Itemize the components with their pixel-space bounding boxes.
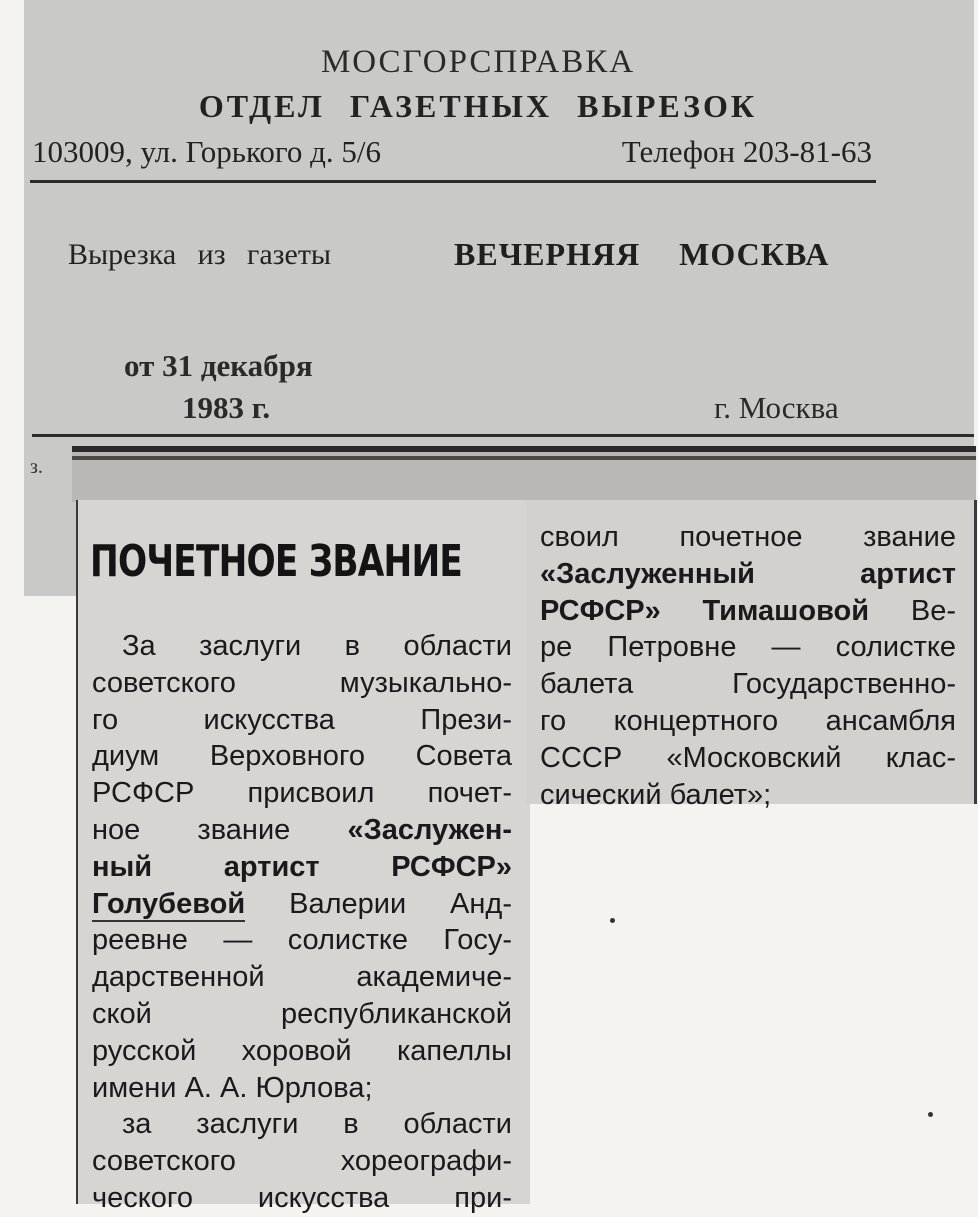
- text-line-mixed: [540, 593, 956, 630]
- text-line: ре Петровне — солистке: [540, 631, 956, 664]
- phone-number: Телефон 203-81-63: [621, 134, 872, 169]
- city-name: г. Москва: [714, 390, 839, 425]
- article-headline: ПОЧЕТНОЕ ЗВАНИЕ: [90, 536, 463, 587]
- text-line: диум Верховного Совета: [92, 740, 512, 773]
- margin-mark: з.: [30, 456, 43, 478]
- address-line: 103009, ул. Горького д. 5/6: [32, 134, 382, 169]
- date-year: 1983 г.: [182, 390, 271, 425]
- source-label: Вырезка из газеты: [68, 238, 332, 271]
- text-line-mixed: [92, 812, 512, 849]
- award-title-line: «Заслуженный артист: [540, 557, 956, 590]
- department-name: ОТДЕЛ ГАЗЕТНЫХ ВЫРЕЗОК: [198, 88, 758, 124]
- award-title-line: ный артист РСФСР»: [92, 850, 512, 883]
- clipping-top-band: [72, 446, 976, 502]
- text-line: своил почетное звание: [540, 521, 956, 553]
- article-right-column: [540, 519, 956, 813]
- header-divider-top: [30, 180, 876, 183]
- band-rule-thin: [72, 456, 976, 460]
- text-line: За заслуги в области: [122, 630, 512, 662]
- text-line: СССР «Московский клас-: [540, 741, 956, 774]
- text-line: имени А. А. Юрлова;: [92, 1071, 373, 1104]
- award-title-part: «Заслужен-: [347, 813, 512, 846]
- text-line: ской республиканской: [92, 997, 512, 1030]
- band-rule-thick: [72, 446, 976, 452]
- text-line: за заслуги в области: [122, 1108, 512, 1141]
- date-day-month: от 31 декабря: [124, 348, 313, 383]
- recipient-surname: Голубевой: [92, 887, 246, 920]
- text-line: сический балет»;: [540, 778, 772, 811]
- article-left-column: [92, 628, 512, 1217]
- newspaper-name: ВЕЧЕРНЯЯ МОСКВА: [454, 236, 830, 272]
- paper-speck: [928, 1112, 933, 1117]
- text-line: советского хореографи-: [92, 1145, 512, 1178]
- text-line: реевне — солистке Госу-: [92, 924, 512, 957]
- text-line: советского музыкально-: [92, 666, 512, 699]
- text-line-mixed: [92, 886, 512, 923]
- text-line: ческого искусства при-: [92, 1181, 512, 1214]
- text-fragment: Ве-: [869, 594, 957, 627]
- text-line: РСФСР присвоил почет-: [92, 777, 512, 810]
- text-fragment: ное звание: [92, 813, 348, 846]
- recipient-surname: РСФСР» Тимашовой: [540, 594, 870, 627]
- paper-speck: [610, 918, 615, 923]
- text-line: балета Государственно-: [540, 668, 956, 701]
- organization-name: МОСГОРСПРАВКА: [320, 44, 636, 80]
- header-divider-bottom: [32, 434, 974, 437]
- text-line: дарственной академиче-: [92, 961, 512, 994]
- text-fragment: Валерии Анд-: [245, 887, 512, 920]
- text-line: го концертного ансамбля: [540, 704, 956, 737]
- text-line: русской хоровой капеллы: [92, 1034, 512, 1067]
- text-line: го искусства Прези-: [92, 703, 512, 736]
